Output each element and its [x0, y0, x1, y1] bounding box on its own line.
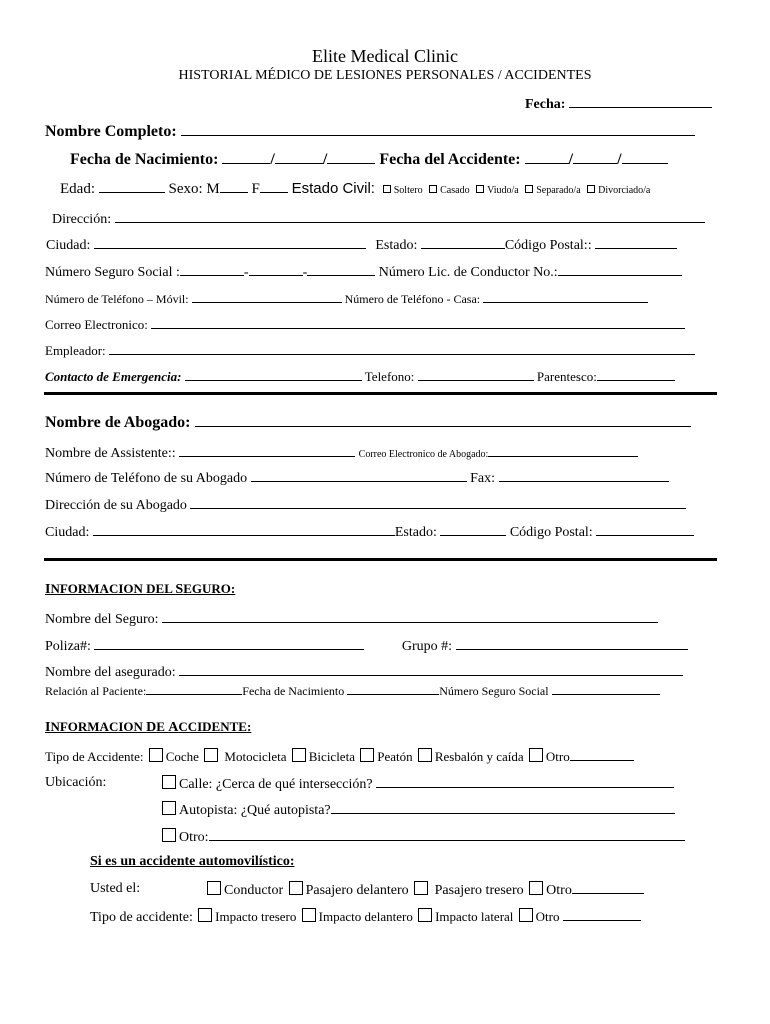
accident-type-option: Otro [545, 749, 570, 764]
group-field[interactable] [456, 637, 688, 650]
sex-m-field[interactable] [220, 180, 248, 193]
front-impact-checkbox[interactable] [302, 908, 316, 922]
state-label: Estado: [375, 238, 418, 253]
insured-name-field[interactable] [179, 663, 683, 676]
city-field[interactable] [94, 236, 366, 249]
impact-type-label: Tipo de accidente: [90, 910, 193, 925]
section-divider [44, 392, 717, 395]
age-label: Edad: [60, 181, 95, 197]
city-label: Ciudad: [46, 238, 91, 253]
email-row [45, 316, 685, 333]
ssn-label: Número Seguro Social : [45, 265, 180, 280]
attorney-zip-field[interactable] [596, 523, 694, 536]
side-impact-checkbox[interactable] [418, 908, 432, 922]
ssn-part2-field[interactable] [249, 263, 303, 276]
highway-field[interactable] [331, 801, 675, 814]
attorney-state-label: Estado: [394, 525, 437, 540]
occupant-option: Pasajero delantero [305, 883, 409, 898]
ssn-part1-field[interactable] [180, 263, 244, 276]
occupant-option: Otro [546, 883, 572, 898]
pedestrian-checkbox[interactable] [360, 748, 374, 762]
accident-type-label: Tipo de Accidente: [45, 749, 144, 764]
insured-name-label: Nombre del asegurado: [45, 665, 176, 680]
insured-row [45, 663, 683, 681]
zip-field[interactable] [595, 236, 677, 249]
insurance-name-label: Nombre del Seguro: [45, 612, 159, 627]
rear-passenger-checkbox[interactable] [414, 881, 428, 895]
insured-details-row [45, 682, 660, 699]
impact-option: Otro [535, 909, 560, 924]
marital-option: Soltero [393, 185, 423, 196]
insured-dob-label: Fecha de Nacimiento [242, 684, 345, 698]
fax-label: Fax: [470, 471, 495, 486]
relationship-label: Parentesco: [536, 369, 597, 384]
phone-row [45, 290, 648, 307]
policy-row [45, 637, 688, 655]
home-phone-field[interactable] [483, 290, 648, 303]
city-row [46, 236, 677, 254]
insured-ssn-field[interactable] [552, 682, 660, 695]
attorney-name-field[interactable] [195, 414, 691, 427]
address-row [52, 210, 705, 228]
married-checkbox[interactable] [429, 185, 437, 193]
address-label: Dirección: [52, 212, 112, 227]
date-row [525, 95, 712, 113]
emergency-phone-field[interactable] [418, 368, 534, 381]
occupant-option: Pasajero tresero [434, 883, 524, 898]
birth-date-label: Fecha de Nacimiento: [70, 151, 219, 168]
impact-option: Impacto lateral [435, 909, 514, 924]
marital-option: Viudo/a [487, 185, 519, 196]
full-name-field[interactable] [181, 123, 695, 136]
single-checkbox[interactable] [383, 185, 391, 193]
clinic-name: Elite Medical Clinic [312, 46, 458, 66]
date-label: Fecha: [525, 97, 566, 112]
sex-f-field[interactable] [260, 180, 288, 193]
emergency-contact-label: Contacto de Emergencia: [45, 369, 182, 384]
license-field[interactable] [558, 263, 682, 276]
section-divider [44, 558, 717, 561]
birth-year-field[interactable] [327, 151, 375, 164]
home-phone-label: Número de Teléfono - Casa: [344, 292, 481, 306]
dates-row: Fecha de Nacimiento: / / Fecha del Accidente: / / [70, 151, 668, 169]
attorney-city-field[interactable] [93, 523, 395, 536]
patient-relationship-field[interactable] [146, 682, 242, 695]
impact-option: Impacto tresero [215, 909, 297, 924]
birth-day-field[interactable] [275, 151, 323, 164]
assistant-label: Nombre de Assistente:: [45, 446, 176, 461]
street-checkbox[interactable] [162, 775, 176, 789]
form-subtitle: HISTORIAL MÉDICO DE LESIONES PERSONALES / ACCIDENTES [178, 68, 592, 83]
impact-option: Impacto delantero [318, 909, 413, 924]
accident-section-title: INFORMACION DE ACCIDENTE: [45, 719, 252, 735]
marital-option: Casado [440, 185, 470, 196]
employer-row [45, 342, 695, 359]
accident-year-field[interactable] [622, 151, 668, 164]
other-type-checkbox[interactable] [529, 748, 543, 762]
marital-option: Separado/a [536, 185, 581, 196]
attorney-phone-label: Número de Teléfono de su Abogado [45, 471, 248, 486]
bicycle-checkbox[interactable] [292, 748, 306, 762]
address-field[interactable] [115, 210, 705, 223]
attorney-name-label: Nombre de Abogado: [45, 414, 191, 431]
other-type-field[interactable] [570, 748, 634, 761]
highway-row [160, 801, 675, 819]
sex-f-label: F [251, 181, 260, 197]
accident-day-field[interactable] [573, 151, 617, 164]
attorney-phone-field[interactable] [251, 469, 467, 482]
divorced-checkbox[interactable] [587, 185, 595, 193]
insured-ssn-label: Número Seguro Social [439, 684, 549, 698]
motorcycle-checkbox[interactable] [204, 748, 218, 762]
state-field[interactable] [421, 236, 505, 249]
impact-row [90, 908, 641, 926]
mobile-phone-label: Número de Teléfono – Móvil: [45, 292, 189, 306]
employer-label: Empleador: [45, 343, 106, 358]
slip-fall-checkbox[interactable] [418, 748, 432, 762]
insurance-name-row [45, 610, 658, 628]
insurance-section-title: INFORMACION DEL SEGURO: [45, 581, 236, 597]
occupant-label: Usted el: [90, 881, 141, 896]
auto-accident-heading: Si es un accidente automovilístico: [90, 854, 295, 869]
occupant-row [205, 881, 644, 899]
assistant-field[interactable] [179, 444, 355, 457]
accident-type-option: Coche [165, 749, 199, 764]
attorney-city-row [45, 523, 694, 541]
highway-label: Autopista: ¿Qué autopista? [179, 803, 331, 818]
street-row [160, 775, 674, 793]
email-field[interactable] [151, 316, 685, 329]
ssn-part3-field[interactable] [307, 263, 375, 276]
attorney-phone-row [45, 469, 669, 487]
accident-type-option: Resbalón y caída [434, 749, 524, 764]
age-field[interactable] [99, 180, 165, 193]
attorney-address-field[interactable] [190, 496, 686, 509]
car-checkbox[interactable] [149, 748, 163, 762]
full-name-row [45, 123, 695, 141]
insurance-name-field[interactable] [162, 610, 658, 623]
age-sex-row [60, 180, 650, 198]
emergency-phone-label: Telefono: [364, 369, 415, 384]
street-label: Calle: ¿Cerca de qué intersección? [179, 777, 373, 792]
emergency-row [45, 368, 675, 385]
other-occupant-checkbox[interactable] [529, 881, 543, 895]
zip-label: Código Postal:: [504, 238, 592, 253]
attorney-city-label: Ciudad: [45, 525, 90, 540]
full-name-label: Nombre Completo: [45, 123, 177, 140]
date-field[interactable] [569, 95, 712, 108]
fax-field[interactable] [499, 469, 669, 482]
driver-checkbox[interactable] [207, 881, 221, 895]
accident-type-row [45, 748, 634, 765]
email-label: Correo Electronico: [45, 317, 148, 332]
separated-checkbox[interactable] [525, 185, 533, 193]
birth-month-field[interactable] [222, 151, 270, 164]
location-label: Ubicación: [45, 775, 107, 790]
attorney-name-row [45, 414, 691, 432]
ssn-row: Número Seguro Social : - - Número Lic. de Conductor No.: [45, 263, 682, 281]
accident-month-field[interactable] [525, 151, 569, 164]
policy-field[interactable] [94, 637, 364, 650]
other-impact-checkbox[interactable] [519, 908, 533, 922]
employer-field[interactable] [109, 342, 695, 355]
other-location-label: Otro: [179, 830, 209, 845]
relationship-field[interactable] [597, 368, 675, 381]
highway-checkbox[interactable] [162, 801, 176, 815]
mobile-phone-field[interactable] [192, 290, 342, 303]
other-location-field[interactable] [209, 828, 685, 841]
other-location-checkbox[interactable] [162, 828, 176, 842]
attorney-email-field[interactable] [488, 444, 638, 457]
other-location-row [160, 828, 685, 846]
other-impact-field[interactable] [563, 908, 641, 921]
marital-status-label: Estado Civil: [291, 180, 375, 197]
marital-option: Divorciado/a [598, 185, 651, 196]
attorney-email-label: Correo Electronico de Abogado: [358, 449, 489, 460]
license-label: Número Lic. de Conductor No.: [378, 265, 558, 280]
widowed-checkbox[interactable] [476, 185, 484, 193]
accident-type-option: Bicicleta [308, 749, 355, 764]
street-field[interactable] [376, 775, 674, 788]
assistant-row [45, 444, 638, 462]
other-occupant-field[interactable] [572, 881, 644, 894]
relationship-label: Relación al Paciente: [45, 684, 147, 698]
accident-type-option: Peatón [377, 749, 413, 764]
attorney-state-field[interactable] [440, 523, 506, 536]
occupant-option: Conductor [224, 883, 284, 898]
emergency-contact-field[interactable] [185, 368, 362, 381]
front-passenger-checkbox[interactable] [289, 881, 303, 895]
group-label: Grupo #: [401, 639, 453, 654]
insured-dob-field[interactable] [347, 682, 439, 695]
policy-label: Poliza#: [45, 639, 91, 654]
attorney-address-row [45, 496, 686, 514]
accident-date-label: Fecha del Accidente: [379, 151, 521, 168]
accident-type-option: Motocicleta [224, 749, 287, 764]
attorney-zip-label: Código Postal: [509, 525, 593, 540]
sex-label: Sexo: M [168, 181, 220, 197]
rear-impact-checkbox[interactable] [198, 908, 212, 922]
attorney-address-label: Dirección de su Abogado [45, 498, 187, 513]
